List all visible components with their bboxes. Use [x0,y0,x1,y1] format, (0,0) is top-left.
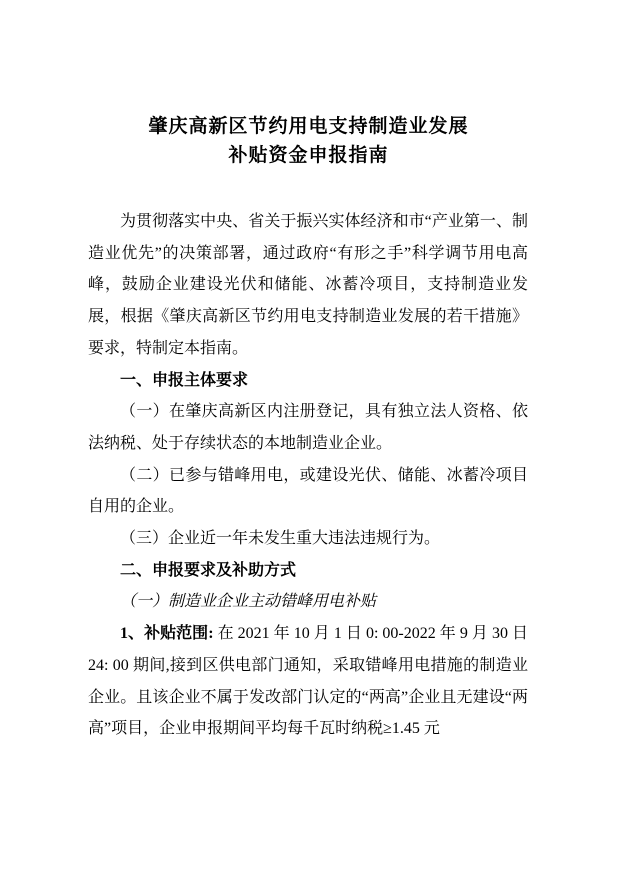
doc-title-line-1: 肇庆高新区节约用电支持制造业发展 [148,116,469,137]
section1-item-2: （二）已参与错峰用电，或建设光伏、储能、冰蓄冷项目自用的企业。 [88,466,528,516]
section2-heading: 二、申报要求及补助方式 [120,561,297,579]
doc-title [0,112,617,170]
doc-title-line-2: 补贴资金申报指南 [228,145,389,166]
subsidy-scope-text: 在 2021 年 10 月 1 日 0: 00-2022 年 9 月 30 日 24: 00 期间,接到区供电部门通知，采取错峰用电措施的制造业企业。且该企业不属于发改部门认定的“两高”企业且无建设“两高”项目，企业申报期间平均每千瓦时纳税≥1.45 元 [88,625,528,738]
doc-body [88,206,528,745]
section1-item-1: （一）在肇庆高新区内注册登记，具有独立法人资格、依法纳税、处于存续状态的本地制造业企业。 [88,403,528,452]
section1-heading: 一、申报主体要求 [120,371,249,389]
intro-paragraph: 为贯彻落实中央、省关于振兴实体经济和市“产业第一、制造业优先”的决策部署，通过政府“有形之手”科学调节用电高峰，鼓励企业建设光伏和储能、冰蓄冷项目，支持制造业发展，根据《肇庆高新区节约用电支持制造业发展的若干措施》要求，特制定本指南。 [88,213,528,357]
section1-item-3: （三）企业近一年未发生重大违法违规行为。 [120,530,441,548]
section2-item-1 [88,618,528,745]
section2-subheading: （一）制造业企业主动错峰用电补贴 [120,593,377,611]
subsidy-scope-label: 1、补贴范围: [120,625,218,643]
